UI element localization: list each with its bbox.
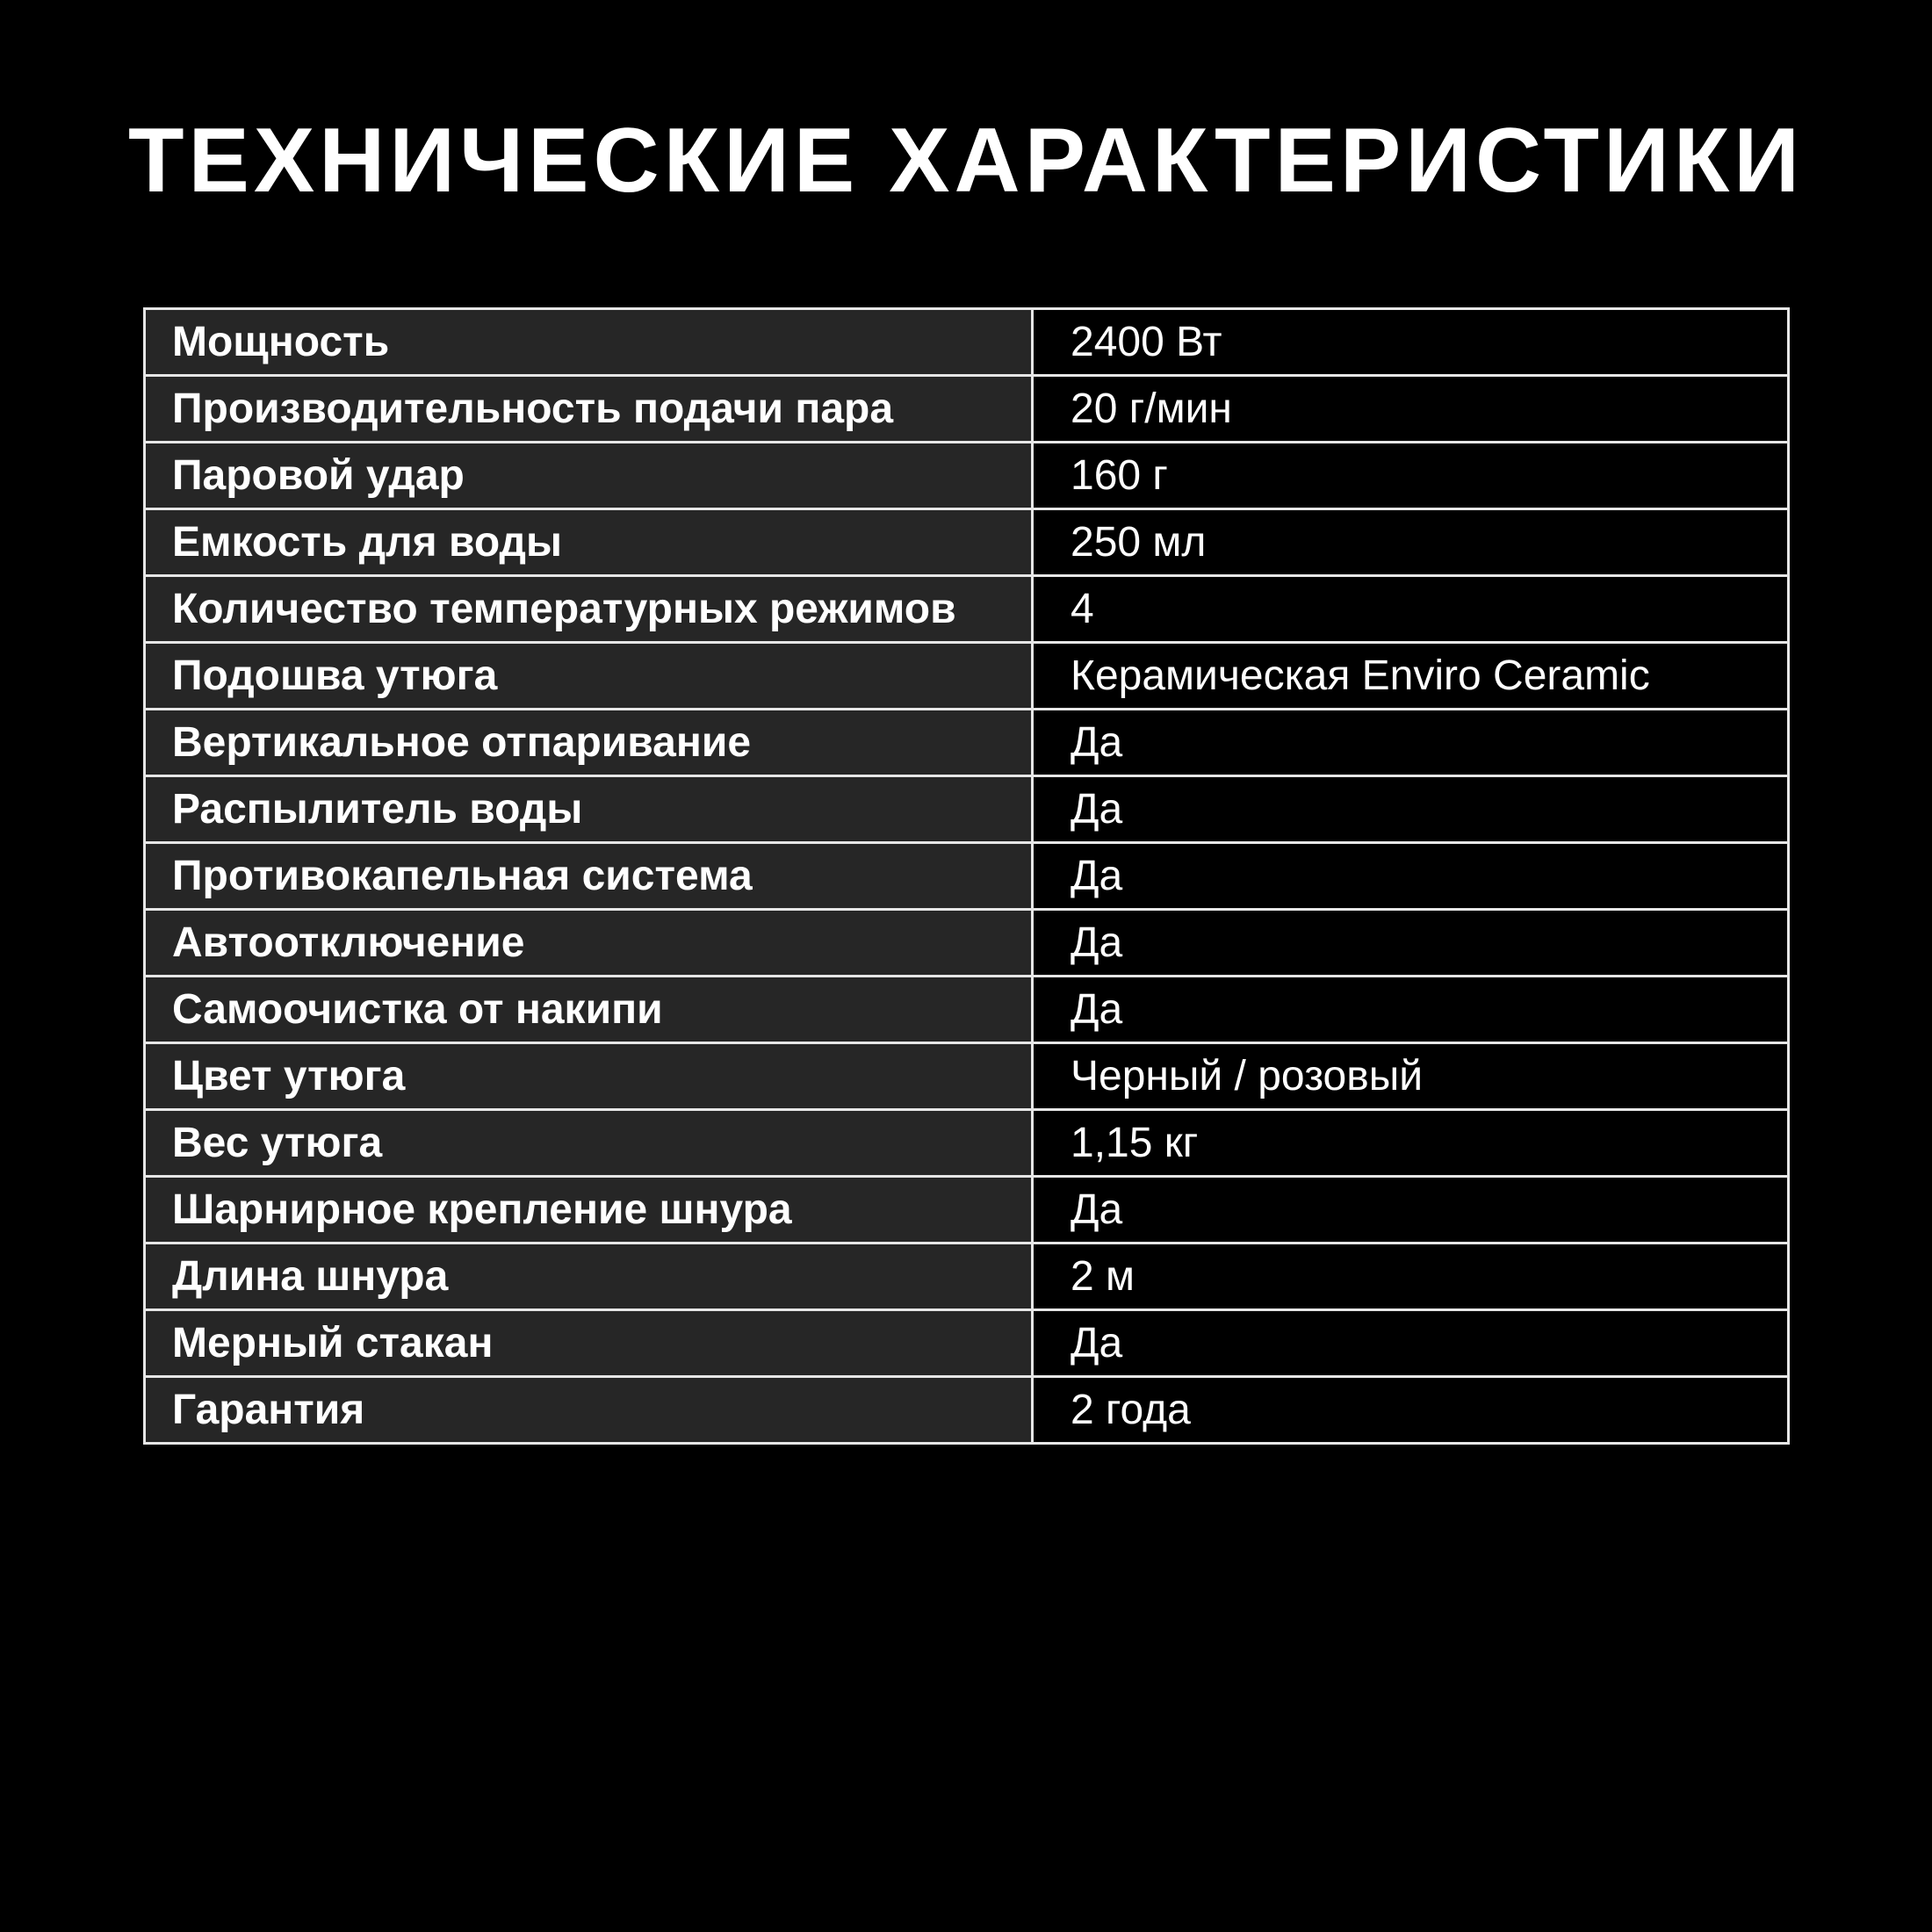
spec-value: 160 г [1033,443,1789,509]
spec-name: Цвет утюга [145,1043,1033,1110]
table-row [145,910,1789,977]
spec-name: Противокапельная система [145,843,1033,910]
spec-name: Длина шнура [145,1244,1033,1310]
spec-name: Вес утюга [145,1110,1033,1177]
spec-value: 2 года [1033,1377,1789,1444]
spec-name: Самоочистка от накипи [145,977,1033,1043]
spec-value: Да [1033,776,1789,843]
spec-name: Мощность [145,309,1033,376]
table-row [145,376,1789,443]
page-title: ТЕХНИЧЕСКИЕ ХАРАКТЕРИСТИКИ [127,110,1805,212]
table-row [145,309,1789,376]
specifications-table [143,307,1790,1445]
table-row [145,1043,1789,1110]
spec-name: Мерный стакан [145,1310,1033,1377]
spec-name: Распылитель воды [145,776,1033,843]
specifications-table-body [145,309,1789,1444]
table-row [145,776,1789,843]
table-row [145,443,1789,509]
table-row [145,977,1789,1043]
spec-value: 1,15 кг [1033,1110,1789,1177]
spec-value: Да [1033,977,1789,1043]
spec-name: Автоотключение [145,910,1033,977]
spec-value: 20 г/мин [1033,376,1789,443]
table-row [145,576,1789,643]
spec-value: Да [1033,710,1789,776]
spec-value: Черный / розовый [1033,1043,1789,1110]
spec-value: Да [1033,1310,1789,1377]
table-row [145,843,1789,910]
spec-name: Производительность подачи пара [145,376,1033,443]
spec-value: Да [1033,910,1789,977]
spec-name: Шарнирное крепление шнура [145,1177,1033,1244]
table-row [145,1110,1789,1177]
table-row [145,1244,1789,1310]
table-row [145,509,1789,576]
spec-name: Емкость для воды [145,509,1033,576]
spec-value: Да [1033,843,1789,910]
spec-value: 2400 Вт [1033,309,1789,376]
table-row [145,1377,1789,1444]
spec-value: 2 м [1033,1244,1789,1310]
spec-name: Вертикальное отпаривание [145,710,1033,776]
spec-name: Гарантия [145,1377,1033,1444]
table-row [145,643,1789,710]
spec-value: Керамическая Enviro Ceramic [1033,643,1789,710]
spec-name: Паровой удар [145,443,1033,509]
spec-name: Подошва утюга [145,643,1033,710]
spec-value: 4 [1033,576,1789,643]
table-row [145,710,1789,776]
spec-name: Количество температурных режимов [145,576,1033,643]
spec-value: 250 мл [1033,509,1789,576]
table-row [145,1177,1789,1244]
table-row [145,1310,1789,1377]
spec-value: Да [1033,1177,1789,1244]
